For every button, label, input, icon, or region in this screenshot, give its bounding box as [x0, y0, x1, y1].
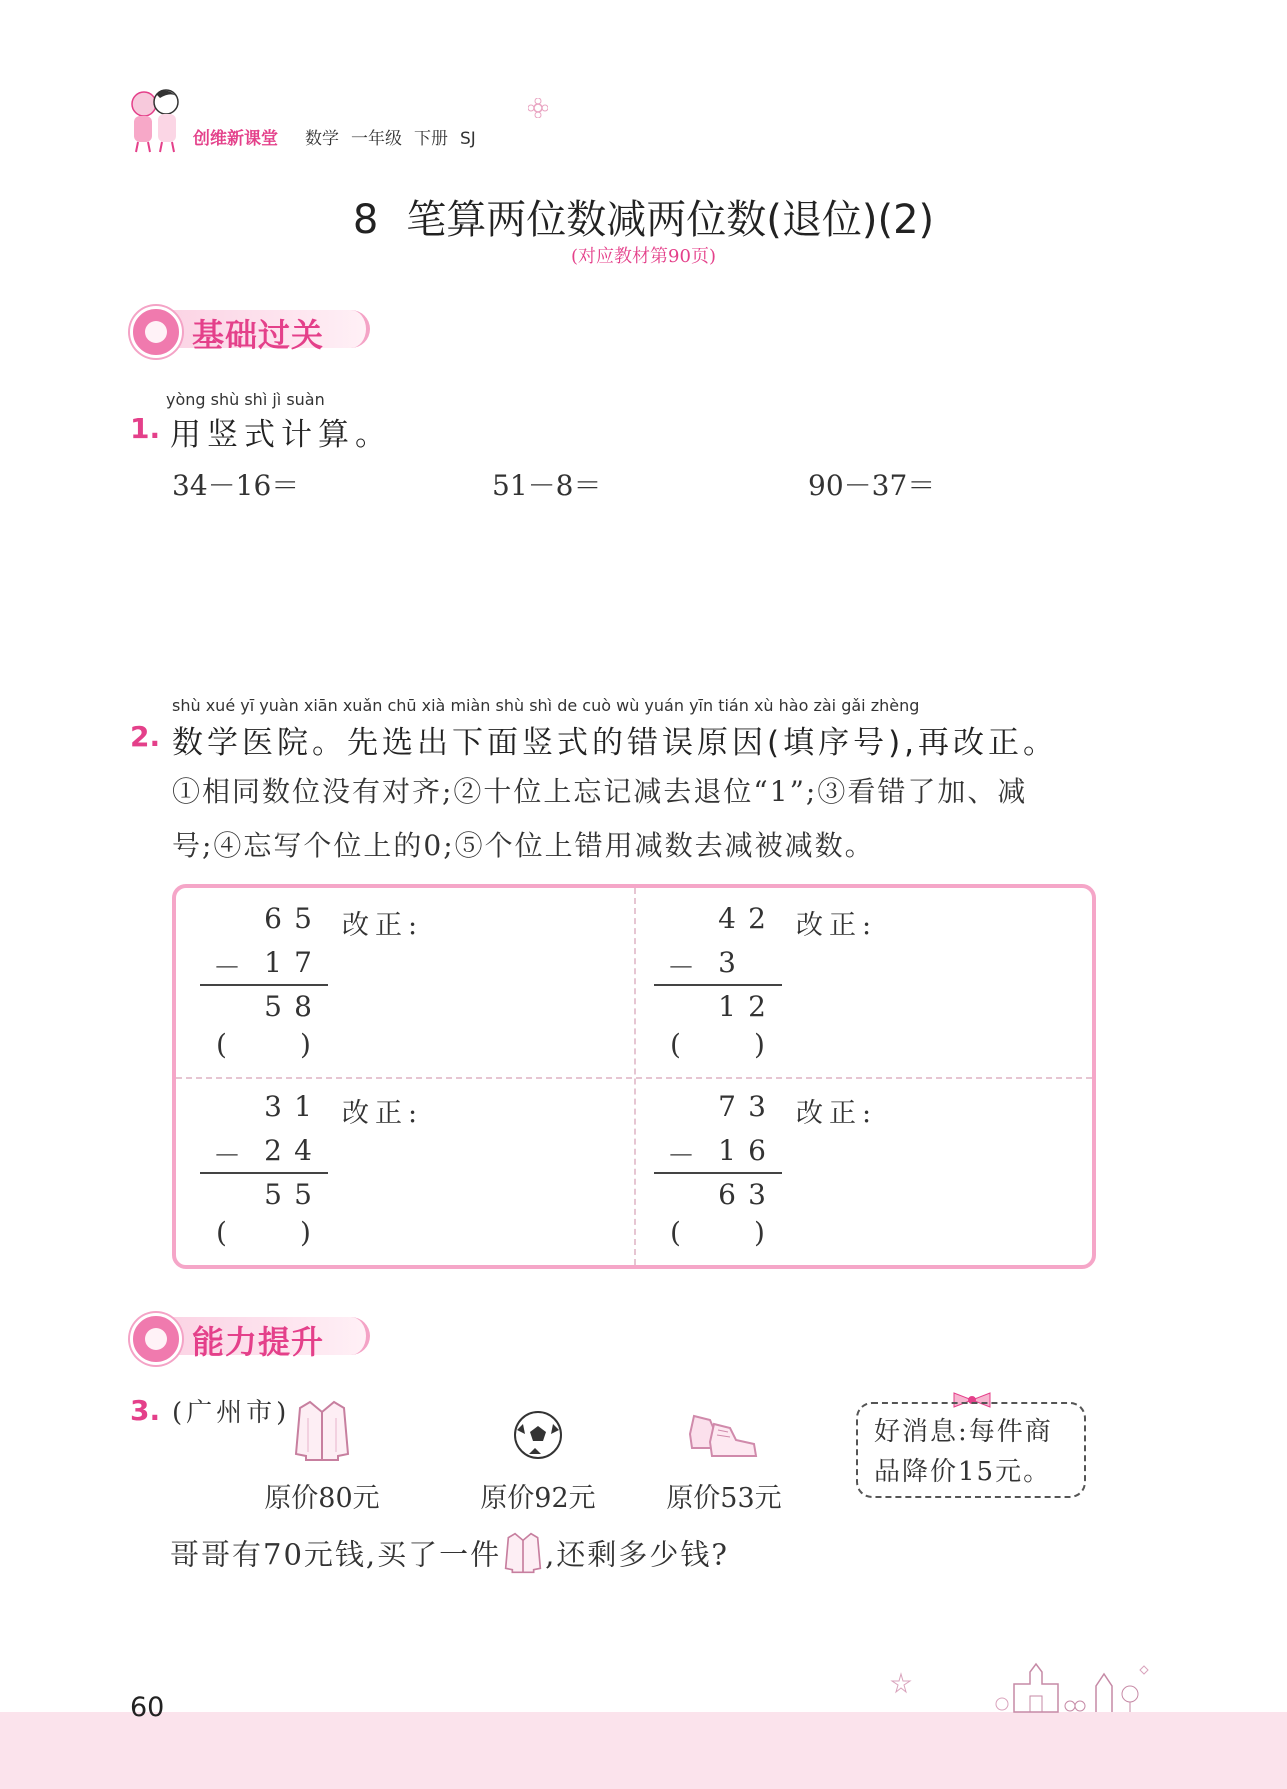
digit: 3: [718, 946, 736, 979]
digit: 6: [718, 1178, 736, 1211]
page-title: [0, 188, 1287, 245]
q3-number: 3.: [130, 1394, 161, 1427]
header-subject: 数学: [305, 129, 339, 149]
digit: 3: [748, 1178, 766, 1211]
lesson-number: 8: [352, 197, 379, 243]
digit: 2: [748, 990, 766, 1023]
flower-decoration-icon: [528, 98, 548, 122]
q2-number: 2.: [130, 720, 161, 753]
digit: 4: [718, 902, 736, 935]
answer-paren-close: ): [754, 1216, 765, 1249]
q2-problem-4: [630, 1078, 1090, 1268]
q2-problem-1: [176, 888, 636, 1078]
sneakers-icon: [684, 1408, 764, 1466]
q2-pinyin: shù xué yī yuàn xiān xuǎn chū xià miàn shù shì de cuò wù yuán yīn tián xù hào zài gǎi zhèng: [172, 696, 920, 715]
banner-mascot-icon: [130, 1313, 182, 1365]
answer-paren-close: ): [300, 1028, 311, 1061]
banner-mascot-icon: [130, 306, 182, 358]
minus-sign: －: [666, 1139, 695, 1172]
subtraction-rule: [200, 984, 328, 986]
price-soccer-ball: 原价92元: [480, 1483, 596, 1514]
q2-problem-3: [176, 1078, 636, 1268]
q1-expression-2: 51－8＝: [492, 469, 602, 502]
q3-question: [170, 1530, 729, 1583]
section-banner-basic: [130, 306, 370, 352]
digit: 8: [294, 990, 312, 1023]
correction-label: 改正:: [796, 910, 878, 941]
answer-paren-open[interactable]: (: [670, 1028, 681, 1061]
footer-band: [0, 1712, 1287, 1789]
digit: 5: [264, 1178, 282, 1211]
price-jacket: 原价80元: [264, 1483, 380, 1514]
digit: 7: [718, 1090, 736, 1123]
subtraction-rule: [654, 984, 782, 986]
section-title-basic: 基础过关: [192, 316, 325, 354]
discount-notice: [856, 1402, 1086, 1498]
digit: 3: [748, 1090, 766, 1123]
section-title-advanced: 能力提升: [192, 1323, 325, 1361]
q1-text: 用竖式计算。: [170, 417, 392, 453]
soccer-ball-icon: [513, 1410, 563, 1464]
digit: 6: [264, 902, 282, 935]
textbook-reference: (对应教材第90页): [571, 246, 716, 267]
minus-sign: －: [666, 951, 695, 984]
q2-problem-2: [630, 888, 1090, 1078]
digit: 2: [748, 902, 766, 935]
jacket-inline-icon: [503, 1530, 543, 1583]
digit: 5: [294, 1178, 312, 1211]
section-banner-advanced: [130, 1313, 370, 1359]
digit: 4: [294, 1134, 312, 1167]
correction-label: 改正:: [342, 910, 424, 941]
subtraction-rule: [654, 1172, 782, 1174]
header-grade: 一年级: [351, 129, 402, 149]
castle-decoration-icon: [990, 1650, 1160, 1720]
lesson-title: 笔算两位数减两位数(退位)(2): [406, 197, 935, 243]
answer-paren-open[interactable]: (: [216, 1216, 227, 1249]
digit: 5: [294, 902, 312, 935]
digit: 1: [264, 946, 282, 979]
digit: 3: [264, 1090, 282, 1123]
answer-paren-open[interactable]: (: [216, 1028, 227, 1061]
digit: 6: [748, 1134, 766, 1167]
star-decoration-icon: [890, 1672, 912, 1698]
correction-label: 改正:: [342, 1098, 424, 1129]
q2-text: 数学医院。先选出下面竖式的错误原因(填序号),再改正。: [172, 725, 1059, 761]
answer-paren-close: ): [754, 1028, 765, 1061]
q1-pinyin: yòng shù shì jì suàn: [166, 390, 325, 409]
minus-sign: －: [212, 951, 241, 984]
answer-paren-open[interactable]: (: [670, 1216, 681, 1249]
product-soccer-ball: [468, 1398, 608, 1518]
q3-question-part2: ,还剩多少钱?: [545, 1537, 729, 1572]
correction-label: 改正:: [796, 1098, 878, 1129]
digit: 1: [718, 990, 736, 1023]
digit: 1: [294, 1090, 312, 1123]
header-mascot-icon: [126, 86, 186, 154]
header-volume: 下册: [414, 129, 448, 149]
digit: 1: [718, 1134, 736, 1167]
answer-paren-close: ): [300, 1216, 311, 1249]
price-sneakers: 原价53元: [666, 1483, 782, 1514]
page-number: 60: [130, 1692, 165, 1723]
notice-line-1: 好消息:每件商: [874, 1417, 1053, 1447]
header-subject-line: [305, 124, 488, 149]
q3-question-part1: 哥哥有70元钱,买了一件: [170, 1537, 502, 1572]
q1-number: 1.: [130, 412, 161, 445]
digit: 5: [264, 990, 282, 1023]
q2-reasons-line1: ①相同数位没有对齐;②十位上忘记减去退位“1”;③看错了加、减: [172, 775, 1028, 808]
q1-expression-3: 90－37＝: [808, 469, 936, 502]
digit: 7: [294, 946, 312, 979]
digit: 2: [264, 1134, 282, 1167]
q3-region: (广州市): [172, 1398, 291, 1428]
header-brand: 创维新课堂: [193, 129, 278, 149]
minus-sign: －: [212, 1139, 241, 1172]
notice-line-2: 品降价15元。: [874, 1457, 1052, 1487]
subtraction-rule: [200, 1172, 328, 1174]
header-edition: SJ: [460, 129, 476, 149]
q2-reasons-line2: 号;④忘写个位上的0;⑤个位上错用减数去减被减数。: [172, 829, 875, 862]
product-sneakers: [654, 1398, 794, 1518]
jacket-icon: [292, 1398, 352, 1468]
q1-expression-1: 34－16＝: [172, 469, 300, 502]
product-jacket: [252, 1398, 392, 1518]
